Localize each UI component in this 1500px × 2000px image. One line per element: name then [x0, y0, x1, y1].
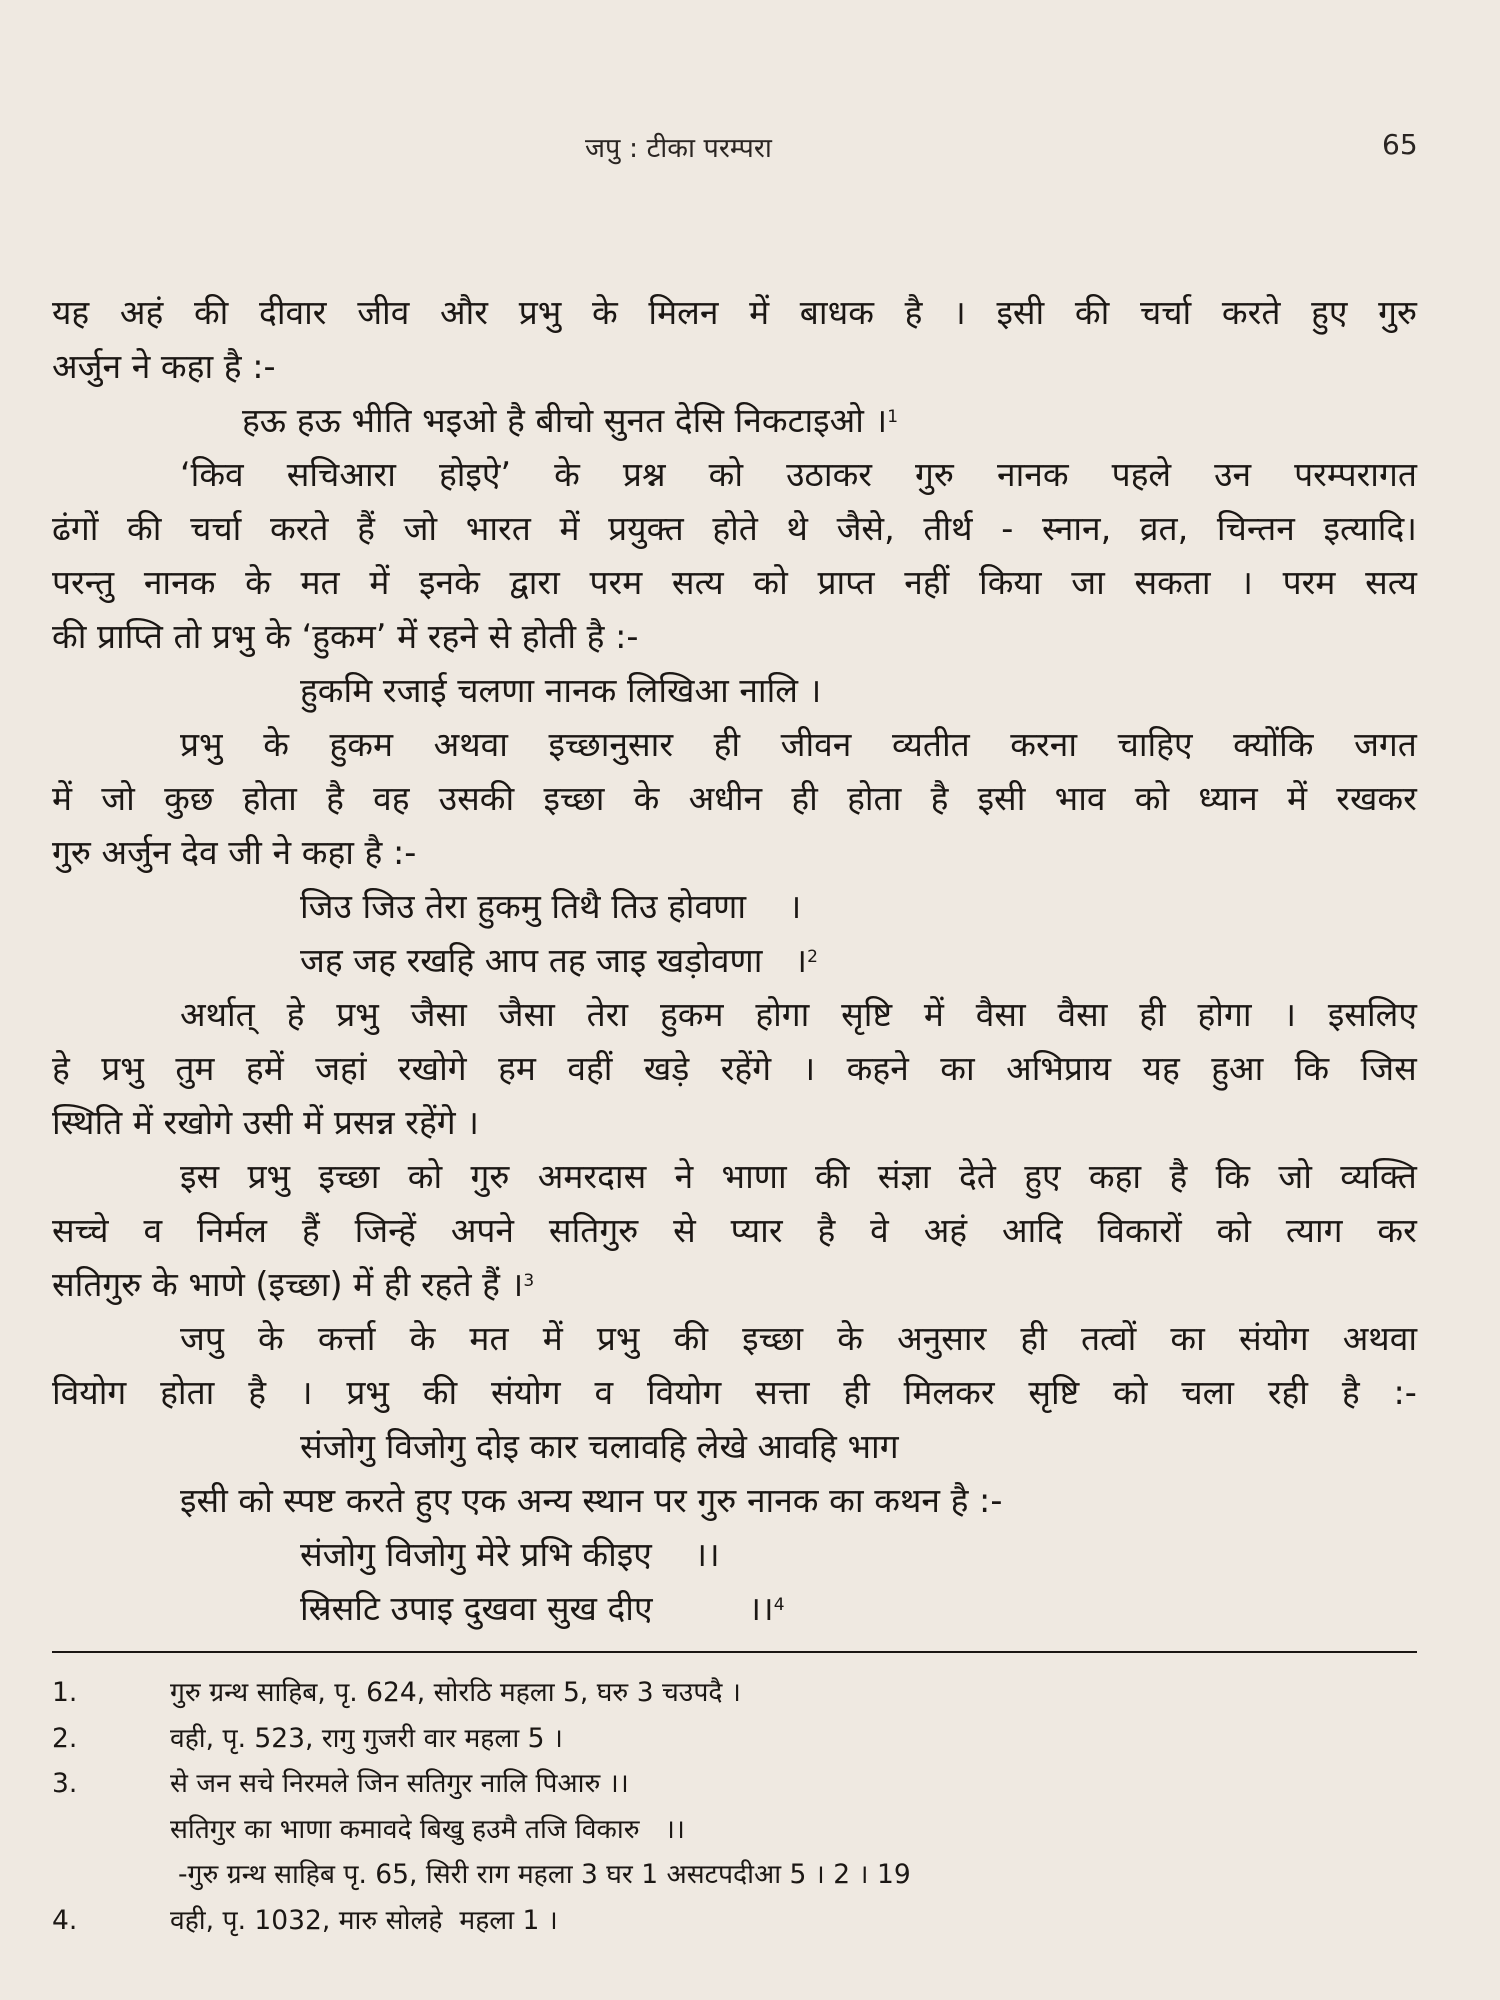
word: परन्तु	[52, 563, 115, 602]
text-line	[52, 1312, 1417, 1366]
word: के	[837, 1319, 863, 1358]
word: में	[542, 1319, 563, 1358]
page-number: 65	[1382, 128, 1418, 161]
running-head: जपु : टीका परम्परा	[585, 133, 772, 164]
word: नानक	[996, 455, 1069, 494]
word: रखकर	[1336, 779, 1417, 818]
word: भाव	[1054, 779, 1106, 818]
verse-line: हुकमि रजाई चलणा नानक लिखिआ नालि ।	[300, 671, 822, 710]
text-line	[52, 1204, 1417, 1258]
word: भाणा	[721, 1157, 787, 1196]
word: की	[815, 1157, 850, 1196]
word: हे	[52, 1049, 70, 1088]
word: परम	[1282, 563, 1336, 602]
word: हुकम	[329, 725, 394, 764]
word: उन	[1214, 455, 1252, 494]
footnote	[52, 1761, 1417, 1807]
word: जीव	[357, 293, 410, 332]
text-line	[52, 988, 1417, 1042]
word: जैसा	[410, 995, 467, 1034]
word: मत	[300, 563, 340, 602]
word: संज्ञा	[877, 1157, 931, 1196]
word: कि	[1215, 1157, 1251, 1196]
word: है	[904, 293, 923, 332]
verse-line	[52, 394, 1417, 448]
word: सृष्टि	[1028, 1373, 1080, 1412]
word: है	[817, 1211, 836, 1250]
word: अनुसार	[897, 1319, 987, 1358]
word: अथवा	[433, 725, 508, 764]
word: रही	[1267, 1373, 1308, 1412]
word: जगत	[1354, 725, 1417, 764]
word: ।	[1240, 563, 1253, 602]
word: चर्चा	[190, 509, 242, 548]
word: की	[193, 293, 229, 332]
word: नानक	[143, 563, 216, 602]
text-line: इसी को स्पष्ट करते हुए एक अन्य स्थान पर गुरु नानक का कथन है :-	[180, 1481, 1003, 1520]
word: द्वारा	[509, 563, 560, 602]
footnote-attribution: -गुरु ग्रन्थ साहिब पृ. 65, सिरी राग महला 3 घर 1 असटपदीआ 5 । 2 । 19	[178, 1859, 911, 1890]
word: रहेंगे	[720, 1049, 772, 1088]
word: हुकम	[659, 995, 724, 1034]
word: से	[673, 1211, 696, 1250]
word: कि	[1294, 1049, 1330, 1088]
word: तेरा	[586, 995, 629, 1034]
word: प्यार	[730, 1211, 783, 1250]
word: ही	[791, 779, 818, 818]
word: कहा	[1088, 1157, 1142, 1196]
body-text	[52, 286, 1417, 1636]
word: ।	[802, 1049, 816, 1088]
word: अपने	[450, 1211, 515, 1250]
word: ।	[299, 1373, 313, 1412]
word: इच्छानुसार	[548, 725, 674, 764]
verse-text: जह जह रखहि आप तह जाइ खड़ोवणा ।	[300, 941, 808, 980]
word: होता	[160, 1373, 215, 1412]
word: मिलकर	[903, 1373, 995, 1412]
word: को	[1113, 1373, 1148, 1412]
text-line: अर्जुन ने कहा है :-	[52, 347, 276, 386]
word: है	[1169, 1157, 1188, 1196]
word: जिन्हें	[354, 1211, 416, 1250]
word: सच्चे	[52, 1211, 109, 1250]
word: हमें	[245, 1049, 284, 1088]
word: ने	[674, 1157, 694, 1196]
word: जो	[403, 509, 438, 548]
word: यह	[1142, 1049, 1180, 1088]
footnote-ref: 3	[523, 1271, 535, 1291]
word: वैसा	[975, 995, 1026, 1034]
word: प्रभु	[247, 1157, 291, 1196]
word: होते	[712, 509, 758, 548]
word: व	[143, 1211, 163, 1250]
word: इत्यादि।	[1323, 509, 1417, 548]
word: ढंगों	[52, 509, 99, 548]
word: ‘किव	[180, 455, 244, 494]
text-line	[52, 556, 1417, 610]
word: प्रभु	[346, 1373, 389, 1412]
word: चला	[1181, 1373, 1234, 1412]
word: जो	[1278, 1157, 1312, 1196]
word: वे	[870, 1211, 889, 1250]
text-line: स्थिति में रखोगे उसी में प्रसन्न रहेंगे ।	[52, 1103, 479, 1142]
word: का	[940, 1049, 975, 1088]
word: की	[673, 1319, 709, 1358]
word: मिलन	[648, 293, 719, 332]
word: गुरु	[915, 455, 954, 494]
footnote-text: से जन सचे निरमले जिन सतिगुर नालि पिआरु ।।	[170, 1768, 629, 1799]
word: ध्यान	[1198, 779, 1258, 818]
word: को	[1216, 1211, 1251, 1250]
text-line	[52, 718, 1417, 772]
word: संयोग	[491, 1373, 561, 1412]
word: उसकी	[438, 779, 515, 818]
word: इच्छा	[742, 1319, 804, 1358]
verse-line	[52, 934, 1417, 988]
text-line: की प्राप्ति तो प्रभु के ‘हुकम’ में रहने से होती है :-	[52, 617, 639, 656]
word: जीवन	[780, 725, 852, 764]
footnote	[52, 1716, 1417, 1762]
verse-line: जिउ जिउ तेरा हुकमु तिथै तिउ होवणा ।	[300, 887, 802, 926]
word: इच्छा	[543, 779, 605, 818]
word: है	[1341, 1373, 1360, 1412]
word: में	[369, 563, 390, 602]
word: अथवा	[1342, 1319, 1417, 1358]
footnote	[52, 1852, 1417, 1898]
word: थे	[786, 509, 808, 548]
word: हम	[498, 1049, 536, 1088]
text-line	[52, 772, 1417, 826]
footnote-number	[52, 1807, 170, 1853]
word: परम	[589, 563, 643, 602]
word: हैं	[357, 509, 375, 548]
word: होगा	[755, 995, 810, 1034]
word: खड़े	[643, 1049, 690, 1088]
text-line	[52, 502, 1417, 556]
word: इच्छा	[318, 1157, 380, 1196]
word: गुरु	[470, 1157, 510, 1196]
word: जैसे,	[836, 509, 895, 548]
word: के	[409, 1319, 436, 1358]
word: इसी	[977, 779, 1026, 818]
word: हे	[286, 995, 305, 1034]
word: प्रभु	[596, 1319, 640, 1358]
word: इस	[180, 1157, 220, 1196]
word: में	[749, 293, 770, 332]
word: जो	[101, 779, 135, 818]
word: हुआ	[1211, 1049, 1264, 1088]
word: के	[258, 1319, 284, 1358]
text-line	[52, 286, 1417, 340]
verse-text: स्रिसटि उपाइ दुखवा सुख दीए ।।	[300, 1589, 774, 1628]
word: होता	[242, 779, 297, 818]
footnote-ref: 1	[887, 407, 899, 427]
word: प्रभु	[518, 293, 562, 332]
word: नहीं	[904, 563, 950, 602]
word: किया	[979, 563, 1042, 602]
word: वियोग	[52, 1373, 127, 1412]
word: हुए	[1311, 293, 1348, 332]
verse-line: संजोगु विजोगु दोइ कार चलावहि लेखे आवहि भाग	[300, 1427, 899, 1466]
word: हुए	[1024, 1157, 1061, 1196]
word: का	[1170, 1319, 1205, 1358]
word: जहां	[315, 1049, 367, 1088]
word: प्रश्न	[622, 455, 666, 494]
word: को	[1134, 779, 1170, 818]
word: ।	[953, 293, 966, 332]
word: कर	[1377, 1211, 1417, 1250]
word: अधीन	[688, 779, 763, 818]
word: में	[52, 779, 73, 818]
footnote-text: वही, पृ. 523, रागु गुजरी वार महला 5 ।	[170, 1722, 563, 1754]
word: तत्वों	[1081, 1319, 1137, 1358]
word: ।	[1283, 995, 1297, 1034]
word: में	[923, 995, 944, 1034]
word: परम्परागत	[1294, 455, 1417, 494]
word: करते	[1221, 293, 1281, 332]
word: ही	[1020, 1319, 1047, 1358]
word: चिन्तन	[1216, 509, 1295, 548]
footnote-ref: 2	[807, 947, 818, 967]
word: को	[708, 455, 744, 494]
footnote-ref: 4	[773, 1595, 785, 1615]
text-line	[52, 1258, 1417, 1312]
footnote	[52, 1807, 1417, 1853]
word: तीर्थ	[923, 509, 973, 548]
word: स्नान,	[1041, 509, 1112, 548]
word: प्रभु	[180, 725, 223, 764]
word: सत्य	[671, 563, 724, 602]
word: भारत	[465, 509, 531, 548]
word: गुरु	[1378, 293, 1417, 332]
word: आदि	[1001, 1211, 1063, 1250]
text-line	[52, 1366, 1417, 1420]
word: की	[1074, 293, 1110, 332]
word: कुछ	[164, 779, 214, 818]
word: प्रयुक्त	[608, 509, 684, 548]
footnote-number: 1.	[52, 1677, 78, 1708]
page-header	[0, 128, 1500, 168]
word: हैं	[301, 1211, 320, 1250]
footnote-text: सतिगुर का भाणा कमावदे बिखु हउमै तजि विकारु ।।	[170, 1813, 685, 1845]
word: प्रभु	[101, 1049, 144, 1088]
word: निर्मल	[196, 1211, 267, 1250]
word: के	[263, 725, 289, 764]
word: बाधक	[799, 293, 874, 332]
footnote-text: गुरु ग्रन्थ साहिब, पृ. 624, सोरठि महला 5, घरु 3 चउपदै ।	[170, 1677, 741, 1708]
word: में	[559, 509, 580, 548]
word: को	[753, 563, 788, 602]
word: अभिप्राय	[1006, 1049, 1112, 1088]
word: अहं	[119, 293, 164, 332]
word: ही	[1139, 995, 1166, 1034]
footnote-divider	[52, 1651, 1417, 1653]
word: ही	[843, 1373, 870, 1412]
word: विकारों	[1097, 1211, 1182, 1250]
footnote	[52, 1898, 1417, 1944]
word: तुम	[175, 1049, 215, 1088]
word: इनके	[419, 563, 480, 602]
word: चर्चा	[1139, 293, 1192, 332]
word: -	[1001, 509, 1014, 548]
word: कर्त्ता	[317, 1319, 376, 1358]
word: मत	[469, 1319, 509, 1358]
word: दीवार	[259, 293, 327, 332]
word: अमरदास	[537, 1157, 647, 1196]
word: और	[440, 293, 489, 332]
word: जपु	[180, 1319, 224, 1358]
word: वैसा	[1057, 995, 1108, 1034]
word: को	[407, 1157, 443, 1196]
word: है	[248, 1373, 266, 1412]
word: प्रभु	[336, 995, 379, 1034]
word: चाहिए	[1117, 725, 1193, 764]
word: देते	[958, 1157, 996, 1196]
word: पहले	[1111, 455, 1172, 494]
word: सचिआरा	[286, 455, 396, 494]
word: सकता	[1134, 563, 1211, 602]
word: सत्ता	[755, 1373, 810, 1412]
word: जैसा	[498, 995, 555, 1034]
footnotes	[52, 1670, 1417, 1943]
word: कहने	[846, 1049, 909, 1088]
text-line: गुरु अर्जुन देव जी ने कहा है :-	[52, 833, 417, 872]
word: के	[591, 293, 618, 332]
footnote-text: वही, पृ. 1032, मारु सोलहे महला 1 ।	[170, 1904, 558, 1936]
word: रखोगे	[397, 1049, 467, 1088]
word: वियोग	[646, 1373, 722, 1412]
word: की	[127, 509, 162, 548]
word: व	[594, 1373, 614, 1412]
word: व्यतीत	[891, 725, 970, 764]
word: प्राप्त	[817, 563, 875, 602]
word: व्यक्ति	[1340, 1157, 1417, 1196]
footnote-number	[52, 1852, 170, 1898]
word: अहं	[923, 1211, 968, 1250]
word: जिस	[1360, 1049, 1417, 1088]
word: करना	[1010, 725, 1077, 764]
text-line	[52, 1150, 1417, 1204]
footnote	[52, 1670, 1417, 1716]
word: के	[245, 563, 271, 602]
word: के	[633, 779, 660, 818]
word: व्रत,	[1139, 509, 1189, 548]
word: अर्थात्	[180, 995, 255, 1034]
word: यह	[52, 293, 90, 332]
word: की	[422, 1373, 458, 1412]
text-line	[52, 1042, 1417, 1096]
word: सत्य	[1365, 563, 1417, 602]
word: :-	[1393, 1373, 1417, 1412]
word: है	[326, 779, 344, 818]
word: क्योंकि	[1233, 725, 1314, 764]
word: त्याग	[1285, 1211, 1343, 1250]
verse-line: संजोगु विजोगु मेरे प्रभि कीइए ।।	[300, 1535, 720, 1574]
word: करते	[269, 509, 329, 548]
word: ही	[713, 725, 741, 764]
text-line	[52, 448, 1417, 502]
word: संयोग	[1238, 1319, 1309, 1358]
word: होता	[847, 779, 902, 818]
word: सतिगुरु	[548, 1211, 639, 1250]
text-segment: सतिगुरु के भाणे (इच्छा) में ही रहते हैं ।	[52, 1265, 524, 1304]
word: होइऐ’	[438, 455, 512, 494]
word: वहीं	[567, 1049, 613, 1088]
verse-text: हऊ हऊ भीति भइओ है बीचो सुनत देसि निकटाइओ ।	[242, 401, 888, 440]
word: के	[554, 455, 580, 494]
word: है	[930, 779, 949, 818]
word: इसलिए	[1327, 995, 1417, 1034]
verse-line	[52, 1582, 1417, 1636]
word: सृष्टि	[841, 995, 893, 1034]
word: उठाकर	[786, 455, 873, 494]
word: में	[1286, 779, 1307, 818]
word: वह	[373, 779, 410, 818]
footnote-number: 2.	[52, 1722, 78, 1754]
word: जा	[1071, 563, 1105, 602]
footnote-number: 4.	[52, 1904, 78, 1936]
word: इसी	[996, 293, 1045, 332]
footnote-number: 3.	[52, 1768, 78, 1799]
word: होगा	[1197, 995, 1252, 1034]
